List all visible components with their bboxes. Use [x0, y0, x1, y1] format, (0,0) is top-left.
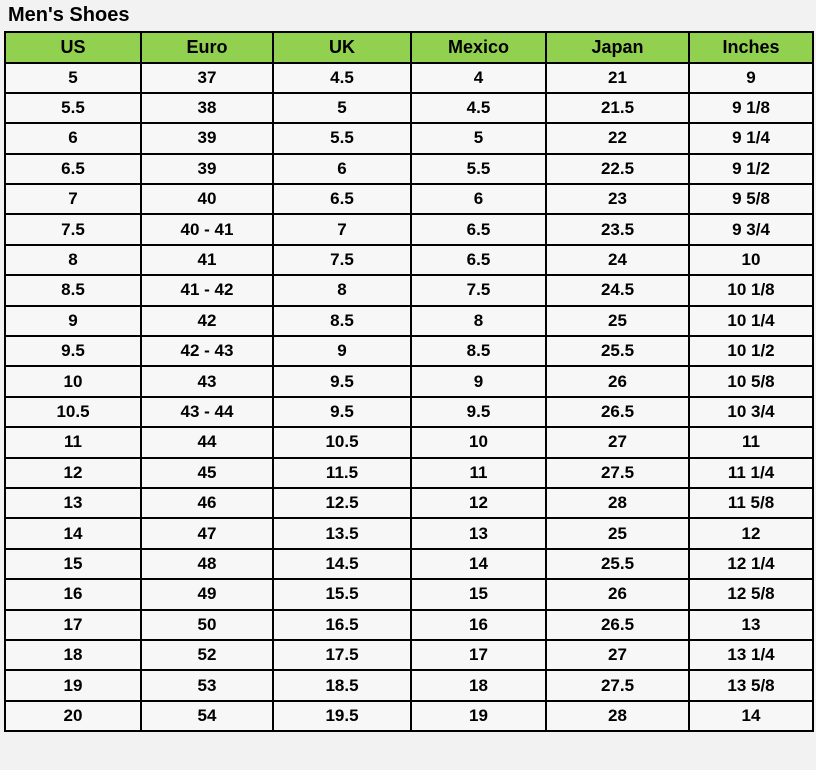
cell-japan: 27.5 — [546, 670, 689, 700]
cell-japan: 27 — [546, 640, 689, 670]
table-row — [5, 640, 813, 670]
cell-us: 19 — [5, 670, 141, 700]
cell-japan: 26 — [546, 579, 689, 609]
cell-inches: 9 3/4 — [689, 214, 813, 244]
cell-uk: 6.5 — [273, 184, 411, 214]
cell-mexico: 18 — [411, 670, 546, 700]
table-row — [5, 397, 813, 427]
cell-inches: 10 3/4 — [689, 397, 813, 427]
cell-inches: 11 1/4 — [689, 458, 813, 488]
cell-us: 5 — [5, 63, 141, 93]
cell-euro: 43 — [141, 366, 273, 396]
cell-euro: 49 — [141, 579, 273, 609]
cell-inches: 12 5/8 — [689, 579, 813, 609]
cell-mexico: 6.5 — [411, 214, 546, 244]
cell-us: 6.5 — [5, 154, 141, 184]
cell-mexico: 13 — [411, 518, 546, 548]
cell-us: 12 — [5, 458, 141, 488]
cell-uk: 9.5 — [273, 397, 411, 427]
cell-inches: 11 — [689, 427, 813, 457]
cell-uk: 14.5 — [273, 549, 411, 579]
table-row — [5, 154, 813, 184]
cell-euro: 43 - 44 — [141, 397, 273, 427]
cell-uk: 4.5 — [273, 63, 411, 93]
cell-euro: 42 - 43 — [141, 336, 273, 366]
cell-inches: 9 1/2 — [689, 154, 813, 184]
table-row — [5, 458, 813, 488]
cell-euro: 48 — [141, 549, 273, 579]
cell-mexico: 6 — [411, 184, 546, 214]
cell-us: 9 — [5, 306, 141, 336]
cell-us: 10 — [5, 366, 141, 396]
cell-uk: 16.5 — [273, 610, 411, 640]
cell-inches: 14 — [689, 701, 813, 731]
cell-uk: 10.5 — [273, 427, 411, 457]
cell-mexico: 4 — [411, 63, 546, 93]
table-header — [5, 32, 813, 63]
cell-japan: 26.5 — [546, 397, 689, 427]
cell-uk: 15.5 — [273, 579, 411, 609]
cell-uk: 11.5 — [273, 458, 411, 488]
cell-inches: 13 5/8 — [689, 670, 813, 700]
cell-us: 17 — [5, 610, 141, 640]
table-row — [5, 579, 813, 609]
cell-us: 8.5 — [5, 275, 141, 305]
cell-japan: 26.5 — [546, 610, 689, 640]
table-row — [5, 63, 813, 93]
column-header-inches: Inches — [689, 32, 813, 63]
cell-us: 9.5 — [5, 336, 141, 366]
cell-uk: 5.5 — [273, 123, 411, 153]
cell-mexico: 16 — [411, 610, 546, 640]
cell-japan: 23.5 — [546, 214, 689, 244]
cell-mexico: 8.5 — [411, 336, 546, 366]
cell-us: 15 — [5, 549, 141, 579]
cell-euro: 38 — [141, 93, 273, 123]
cell-euro: 52 — [141, 640, 273, 670]
cell-uk: 6 — [273, 154, 411, 184]
page-title: Men's Shoes — [8, 4, 130, 26]
table-row — [5, 184, 813, 214]
column-header-japan: Japan — [546, 32, 689, 63]
cell-euro: 54 — [141, 701, 273, 731]
cell-uk: 9.5 — [273, 366, 411, 396]
cell-mexico: 6.5 — [411, 245, 546, 275]
cell-uk: 9 — [273, 336, 411, 366]
cell-euro: 42 — [141, 306, 273, 336]
cell-mexico: 8 — [411, 306, 546, 336]
cell-inches: 10 — [689, 245, 813, 275]
table-row — [5, 336, 813, 366]
cell-uk: 7.5 — [273, 245, 411, 275]
cell-japan: 27.5 — [546, 458, 689, 488]
cell-us: 6 — [5, 123, 141, 153]
table-row — [5, 123, 813, 153]
cell-euro: 53 — [141, 670, 273, 700]
cell-us: 7.5 — [5, 214, 141, 244]
table-row — [5, 670, 813, 700]
cell-euro: 46 — [141, 488, 273, 518]
cell-japan: 22 — [546, 123, 689, 153]
cell-euro: 39 — [141, 154, 273, 184]
cell-inches: 10 1/4 — [689, 306, 813, 336]
cell-us: 18 — [5, 640, 141, 670]
cell-uk: 8.5 — [273, 306, 411, 336]
table-row — [5, 549, 813, 579]
cell-inches: 12 — [689, 518, 813, 548]
cell-mexico: 5 — [411, 123, 546, 153]
table-row — [5, 518, 813, 548]
cell-uk: 5 — [273, 93, 411, 123]
cell-inches: 10 5/8 — [689, 366, 813, 396]
cell-us: 20 — [5, 701, 141, 731]
cell-japan: 24 — [546, 245, 689, 275]
cell-japan: 25 — [546, 306, 689, 336]
table-row — [5, 366, 813, 396]
cell-mexico: 9.5 — [411, 397, 546, 427]
cell-us: 8 — [5, 245, 141, 275]
table-body — [5, 63, 813, 732]
table-row — [5, 275, 813, 305]
cell-inches: 13 — [689, 610, 813, 640]
cell-inches: 9 5/8 — [689, 184, 813, 214]
table-row — [5, 306, 813, 336]
cell-inches: 9 — [689, 63, 813, 93]
cell-japan: 21 — [546, 63, 689, 93]
cell-us: 11 — [5, 427, 141, 457]
cell-inches: 9 1/8 — [689, 93, 813, 123]
cell-us: 14 — [5, 518, 141, 548]
cell-mexico: 9 — [411, 366, 546, 396]
cell-us: 7 — [5, 184, 141, 214]
table-row — [5, 93, 813, 123]
cell-japan: 24.5 — [546, 275, 689, 305]
cell-inches: 10 1/2 — [689, 336, 813, 366]
cell-japan: 25.5 — [546, 336, 689, 366]
cell-uk: 13.5 — [273, 518, 411, 548]
cell-uk: 7 — [273, 214, 411, 244]
cell-inches: 9 1/4 — [689, 123, 813, 153]
cell-japan: 26 — [546, 366, 689, 396]
cell-euro: 45 — [141, 458, 273, 488]
cell-euro: 40 - 41 — [141, 214, 273, 244]
table-row — [5, 427, 813, 457]
cell-mexico: 10 — [411, 427, 546, 457]
column-header-uk: UK — [273, 32, 411, 63]
cell-mexico: 5.5 — [411, 154, 546, 184]
cell-inches: 13 1/4 — [689, 640, 813, 670]
cell-mexico: 7.5 — [411, 275, 546, 305]
cell-uk: 19.5 — [273, 701, 411, 731]
cell-us: 13 — [5, 488, 141, 518]
table-row — [5, 488, 813, 518]
cell-euro: 40 — [141, 184, 273, 214]
column-header-mexico: Mexico — [411, 32, 546, 63]
table-row — [5, 245, 813, 275]
cell-euro: 44 — [141, 427, 273, 457]
cell-euro: 41 - 42 — [141, 275, 273, 305]
header-row — [5, 32, 813, 63]
cell-euro: 41 — [141, 245, 273, 275]
cell-uk: 8 — [273, 275, 411, 305]
cell-japan: 27 — [546, 427, 689, 457]
cell-mexico: 19 — [411, 701, 546, 731]
cell-euro: 39 — [141, 123, 273, 153]
cell-mexico: 11 — [411, 458, 546, 488]
cell-japan: 23 — [546, 184, 689, 214]
table-row — [5, 701, 813, 731]
cell-uk: 18.5 — [273, 670, 411, 700]
cell-japan: 25 — [546, 518, 689, 548]
cell-euro: 50 — [141, 610, 273, 640]
cell-mexico: 17 — [411, 640, 546, 670]
cell-us: 16 — [5, 579, 141, 609]
table-row — [5, 610, 813, 640]
size-conversion-table — [4, 31, 814, 732]
cell-mexico: 4.5 — [411, 93, 546, 123]
cell-japan: 28 — [546, 701, 689, 731]
cell-us: 10.5 — [5, 397, 141, 427]
table-row — [5, 214, 813, 244]
cell-euro: 37 — [141, 63, 273, 93]
cell-japan: 28 — [546, 488, 689, 518]
cell-mexico: 15 — [411, 579, 546, 609]
cell-japan: 25.5 — [546, 549, 689, 579]
cell-uk: 17.5 — [273, 640, 411, 670]
cell-japan: 22.5 — [546, 154, 689, 184]
cell-us: 5.5 — [5, 93, 141, 123]
cell-euro: 47 — [141, 518, 273, 548]
cell-japan: 21.5 — [546, 93, 689, 123]
cell-mexico: 12 — [411, 488, 546, 518]
cell-inches: 10 1/8 — [689, 275, 813, 305]
cell-inches: 12 1/4 — [689, 549, 813, 579]
column-header-us: US — [5, 32, 141, 63]
cell-inches: 11 5/8 — [689, 488, 813, 518]
cell-mexico: 14 — [411, 549, 546, 579]
cell-uk: 12.5 — [273, 488, 411, 518]
column-header-euro: Euro — [141, 32, 273, 63]
